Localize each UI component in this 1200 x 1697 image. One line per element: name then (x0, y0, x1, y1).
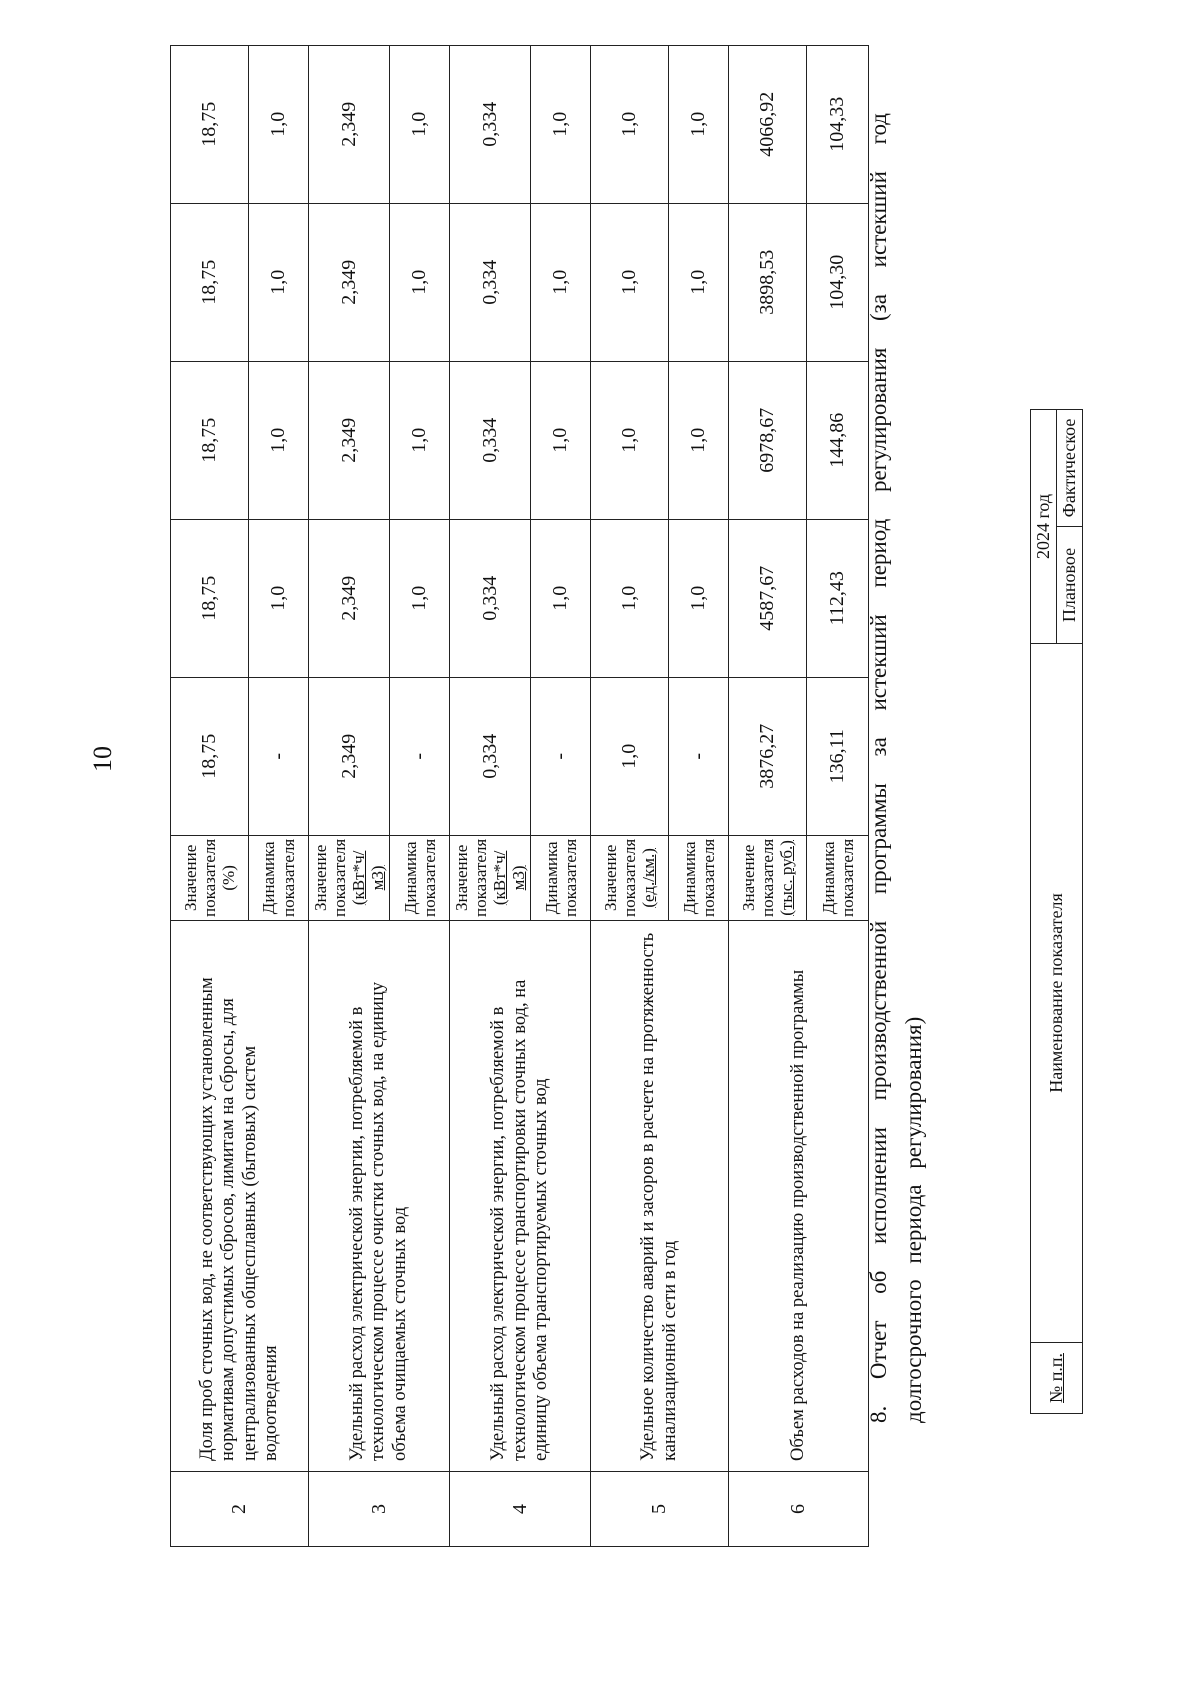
row-number: 2 (171, 1472, 309, 1547)
value-label-line: Значение (452, 844, 472, 912)
value-label-line: (кВт*ч/м3) (349, 850, 388, 906)
value-cell: 1,0 (591, 677, 669, 835)
dynamics-cell: 1,0 (669, 45, 729, 203)
dynamics-cell: 104,30 (807, 203, 869, 361)
value-cell: 2,349 (309, 203, 390, 361)
dynamics-label-line: Динамика (541, 841, 561, 915)
value-cell: 2,349 (309, 519, 390, 677)
dynamics-label-line: показателя (419, 838, 439, 917)
value-label-line: показателя (199, 838, 219, 917)
dynamics-label-line: Динамика (679, 841, 699, 915)
value-cell: 1,0 (591, 203, 669, 361)
report-col-num: № п.п. (1031, 1343, 1083, 1414)
dynamics-label (807, 835, 869, 920)
dynamics-cell: 1,0 (390, 519, 450, 677)
value-cell: 0,334 (450, 45, 531, 203)
dynamics-cell: 104,33 (807, 45, 869, 203)
page-number: 10 (88, 746, 117, 772)
value-cell: 2,349 (309, 677, 390, 835)
report-col-name: Наименование показателя (1031, 644, 1083, 1343)
dynamics-label (249, 835, 309, 920)
section-8 (862, 113, 931, 1423)
indicator-name: Удельный расход электрической энергии, потребляемой в технологическом процессе транспортировки сточных вод, на единицу объема транспортируемых сточных вод (450, 921, 591, 1472)
value-label (171, 835, 249, 920)
dynamics-cell: 144,86 (807, 361, 869, 519)
dynamics-cell: - (669, 677, 729, 835)
value-cell: 18,75 (171, 361, 249, 519)
value-cell: 18,75 (171, 45, 249, 203)
value-cell: 1,0 (591, 519, 669, 677)
table-row (591, 45, 669, 1546)
value-label-line: Значение (180, 844, 200, 912)
value-label (591, 835, 669, 920)
table-row (729, 45, 807, 1546)
value-cell: 3876,27 (729, 677, 807, 835)
value-cell: 0,334 (450, 519, 531, 677)
value-label-line: (кВт*ч/м3) (490, 850, 529, 906)
dynamics-cell: 112,43 (807, 519, 869, 677)
value-cell: 4066,92 (729, 45, 807, 203)
indicators-table (170, 45, 869, 1547)
dynamics-cell: - (249, 677, 309, 835)
value-cell: 0,334 (450, 203, 531, 361)
report-table (1030, 409, 1083, 1414)
value-cell: 18,75 (171, 677, 249, 835)
value-label-line: Значение (311, 844, 330, 912)
report-col-fact: Фактическое (1057, 410, 1083, 527)
value-cell: 0,334 (450, 677, 531, 835)
value-label-line: (%) (219, 865, 239, 891)
dynamics-label (390, 835, 450, 920)
dynamics-cell: 1,0 (531, 203, 591, 361)
value-cell: 1,0 (591, 361, 669, 519)
dynamics-label (531, 835, 591, 920)
value-cell: 18,75 (171, 203, 249, 361)
dynamics-cell: 1,0 (531, 361, 591, 519)
dynamics-label-line: показателя (698, 838, 718, 917)
dynamics-cell: 1,0 (669, 519, 729, 677)
value-label-line: показателя (758, 838, 778, 917)
value-label-line: Значение (601, 844, 621, 912)
value-cell: 2,349 (309, 361, 390, 519)
indicator-name: Доля проб сточных вод, не соответствующих установленным нормативам допустимых сбросов, лимитам на сбросы, для централизованных общесплавных (бытовых) систем водоотведения (171, 921, 309, 1472)
dynamics-cell: 1,0 (669, 203, 729, 361)
dynamics-label-line: показателя (278, 838, 298, 917)
dynamics-cell: 1,0 (390, 45, 450, 203)
report-header-row (1031, 410, 1057, 1414)
report-col-year: 2024 год (1031, 410, 1057, 644)
dynamics-cell: 1,0 (249, 203, 309, 361)
dynamics-label-line: показателя (837, 838, 857, 917)
dynamics-cell: 1,0 (669, 361, 729, 519)
value-cell: 2,349 (309, 45, 390, 203)
dynamics-cell: 1,0 (531, 45, 591, 203)
dynamics-cell: 1,0 (390, 203, 450, 361)
value-cell: 3898,53 (729, 203, 807, 361)
value-cell: 4587,67 (729, 519, 807, 677)
value-cell: 6978,67 (729, 361, 807, 519)
dynamics-cell: 1,0 (249, 361, 309, 519)
dynamics-cell: 1,0 (390, 361, 450, 519)
value-label (309, 835, 390, 920)
dynamics-cell: 1,0 (249, 519, 309, 677)
value-cell: 1,0 (591, 45, 669, 203)
dynamics-label-line: Динамика (259, 841, 279, 915)
table-row (450, 45, 531, 1546)
dynamics-cell: - (390, 677, 450, 835)
indicator-name: Удельный расход электрической энергии, потребляемой в технологическом процессе очистки сточных вод, на единицу объема очищаемых сточных вод (309, 921, 450, 1472)
row-number: 4 (450, 1472, 591, 1547)
section-8-heading: 8. Отчет об исполнении производственной программы за истекший период регулирования (за истекший год долгосрочного периода регулирования) (866, 113, 926, 1423)
row-number: 3 (309, 1472, 450, 1547)
value-label-line: Значение (739, 844, 759, 912)
value-cell: 0,334 (450, 361, 531, 519)
row-number: 6 (729, 1472, 869, 1547)
value-label-line: (ед./км.) (639, 848, 659, 908)
value-label-line: (тыс. руб.) (777, 840, 797, 916)
value-label-line: показателя (330, 838, 350, 917)
dynamics-label-line: Динамика (400, 841, 420, 915)
dynamics-label-line: Динамика (818, 841, 838, 915)
dynamics-label (669, 835, 729, 920)
dynamics-cell: 1,0 (249, 45, 309, 203)
value-label (729, 835, 807, 920)
dynamics-label-line: показателя (560, 838, 580, 917)
dynamics-cell: 1,0 (531, 519, 591, 677)
row-number: 5 (591, 1472, 729, 1547)
value-label-line: показателя (471, 838, 491, 917)
dynamics-cell: 136,11 (807, 677, 869, 835)
report-col-plan: Плановое (1057, 527, 1083, 644)
table-row (171, 45, 249, 1546)
indicator-name: Удельное количество аварий и засоров в расчете на протяженность канализационной сети в год (591, 921, 729, 1472)
dynamics-cell: - (531, 677, 591, 835)
indicator-name: Объем расходов на реализацию производственной программы (729, 921, 869, 1472)
table-row (309, 45, 390, 1546)
value-label-line: показателя (620, 838, 640, 917)
value-cell: 18,75 (171, 519, 249, 677)
value-label (450, 835, 531, 920)
